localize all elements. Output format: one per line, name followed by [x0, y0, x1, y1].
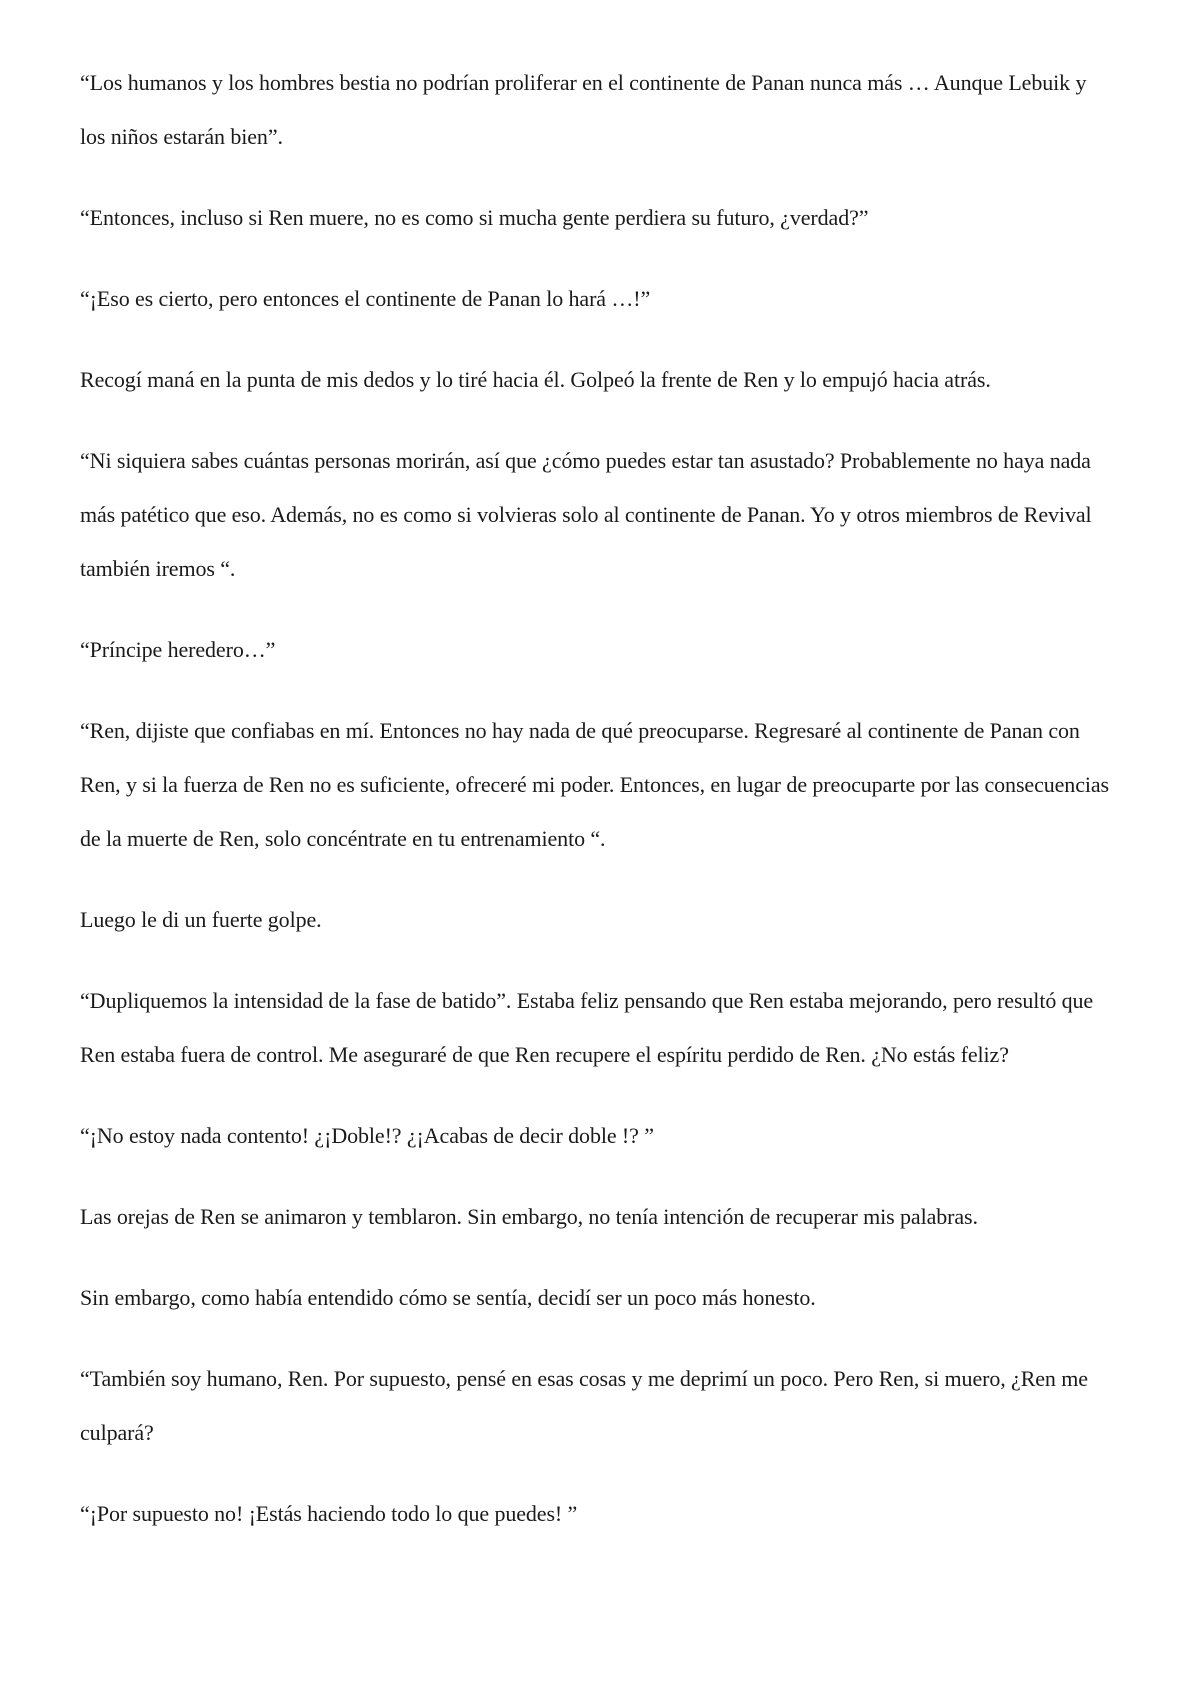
paragraph-6: “Príncipe heredero…” [80, 637, 276, 662]
paragraph-5: “Ni siquiera sabes cuántas personas morirán, así que ¿cómo puedes estar tan asustado? Probablemente no haya nada más patético que eso. Además, no es como si volvieras solo al continente de Panan. Yo y otros miembros de Revival también iremos “. [80, 448, 1092, 581]
paragraph-11: Las orejas de Ren se animaron y temblaron. Sin embargo, no tenía intención de recuperar mis palabras. [80, 1204, 978, 1229]
paragraph-10: “¡No estoy nada contento! ¿¡Doble!? ¿¡Acabas de decir doble !? ” [80, 1123, 654, 1148]
paragraph-2: “Entonces, incluso si Ren muere, no es como si mucha gente perdiera su futuro, ¿verdad?” [80, 205, 869, 230]
paragraph-7: “Ren, dijiste que confiabas en mí. Entonces no hay nada de qué preocuparse. Regresaré al continente de Panan con Ren, y si la fuerza de Ren no es suficiente, ofreceré mi poder. Entonces, en lugar de preocuparte por las consecuencias de la muerte de Ren, solo concéntrate en tu entrenamiento “. [80, 718, 1110, 851]
paragraph-14: “¡Por supuesto no! ¡Estás haciendo todo lo que puedes! ” [80, 1501, 578, 1526]
paragraph-1: “Los humanos y los hombres bestia no podrían proliferar en el continente de Panan nunca más … Aunque Lebuik y los niños estarán bien”. [80, 70, 1087, 149]
paragraph-3: “¡Eso es cierto, pero entonces el continente de Panan lo hará …!” [80, 286, 651, 311]
paragraph-13: “También soy humano, Ren. Por supuesto, pensé en esas cosas y me deprimí un poco. Pero Ren, si muero, ¿Ren me culpará? [80, 1366, 1088, 1445]
paragraph-4: Recogí maná en la punta de mis dedos y lo tiré hacia él. Golpeó la frente de Ren y lo empujó hacia atrás. [80, 367, 991, 392]
paragraph-12: Sin embargo, como había entendido cómo se sentía, decidí ser un poco más honesto. [80, 1285, 816, 1310]
paragraph-8: Luego le di un fuerte golpe. [80, 907, 322, 932]
paragraph-9: “Dupliquemos la intensidad de la fase de batido”. Estaba feliz pensando que Ren estaba mejorando, pero resultó que Ren estaba fuera de control. Me aseguraré de que Ren recupere el espíritu perdido de Ren. ¿No estás feliz? [80, 988, 1094, 1067]
